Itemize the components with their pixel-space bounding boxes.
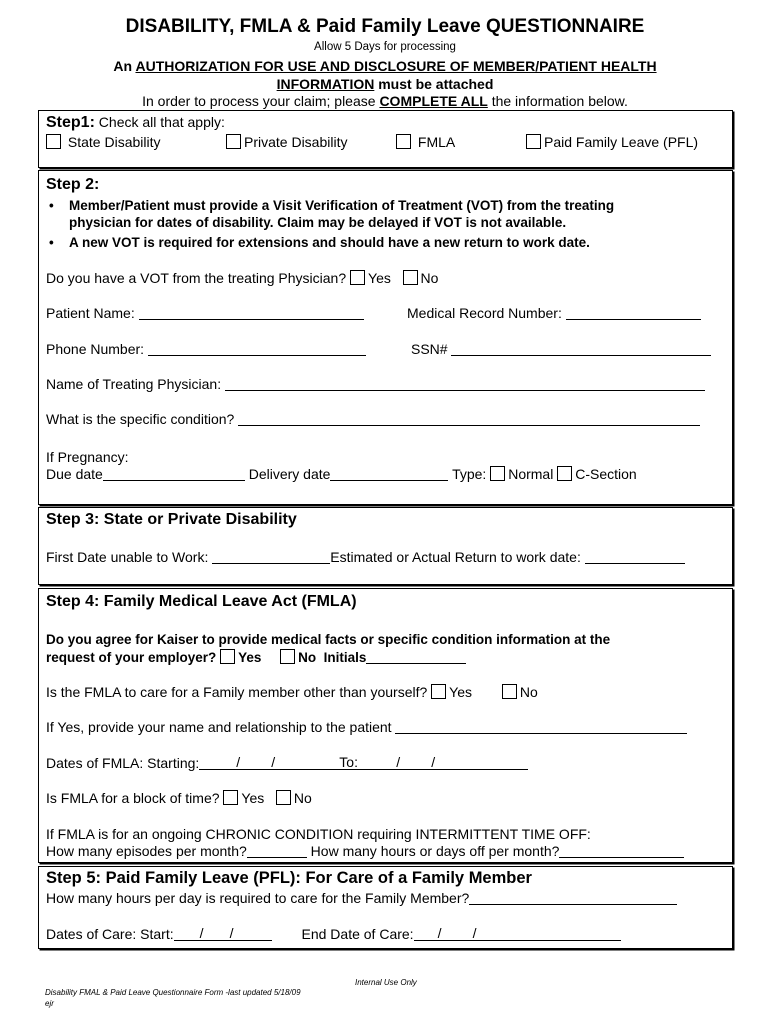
physician-input[interactable]: [225, 377, 705, 391]
chronic-condition-label: If FMLA is for an ongoing CHRONIC CONDITION requiring INTERMITTENT TIME OFF:: [46, 826, 591, 842]
kaiser-agree-question: Do you agree for Kaiser to provide medical facts or specific condition information at the request of your employer? Yes No Initials: [46, 632, 611, 665]
family-no-checkbox[interactable]: [502, 684, 517, 699]
step3-fields: First Date unable to Work: Estimated or Actual Return to work date:: [46, 549, 685, 565]
form-footer: Disability FMAL & Paid Leave Questionnaire Form -last updated 5/18/09 ejr: [45, 988, 301, 1008]
hours-per-day-field: How many hours per day is required to care for the Family Member?: [46, 890, 677, 906]
phone-input[interactable]: [148, 342, 366, 356]
mrn-input[interactable]: [566, 306, 701, 320]
fmla-end-date-input[interactable]: / /: [335, 756, 528, 770]
step3-heading: Step 3: State or Private Disability: [46, 511, 297, 528]
due-date-input[interactable]: [103, 467, 245, 481]
normal-checkbox[interactable]: [490, 466, 505, 481]
extension-bullet: • A new VOT is required for extensions and should have a new return to work date.: [69, 234, 590, 251]
step1-subtitle: Check all that apply:: [94, 114, 225, 130]
block-yes-checkbox[interactable]: [223, 790, 238, 805]
pregnancy-fields: Due date Delivery date Type: Normal C-Section: [46, 466, 637, 482]
checkbox-state-disability[interactable]: State Disability: [46, 134, 160, 150]
patient-name-input[interactable]: [139, 306, 364, 320]
hours-per-day-input[interactable]: [469, 891, 677, 905]
vot-yes-checkbox[interactable]: [350, 270, 365, 285]
checkbox-icon[interactable]: [46, 134, 61, 149]
checkbox-fmla[interactable]: FMLA: [396, 134, 455, 150]
step3-section: [38, 507, 733, 585]
checkbox-icon[interactable]: [396, 134, 411, 149]
care-end-input[interactable]: / /: [414, 927, 621, 941]
ssn-field: SSN#: [411, 341, 711, 357]
step4-section: [38, 588, 733, 863]
csection-checkbox[interactable]: [557, 466, 572, 481]
step1-heading: Step1:: [46, 114, 95, 131]
checkbox-pfl[interactable]: Paid Family Leave (PFL): [526, 134, 698, 150]
phone-field: Phone Number:: [46, 341, 366, 357]
first-date-input[interactable]: [212, 550, 330, 564]
care-start-input[interactable]: / /: [174, 927, 272, 941]
episodes-input[interactable]: [247, 844, 307, 858]
authorization-note: An AUTHORIZATION FOR USE AND DISCLOSURE OF MEMBER/PATIENT HEALTH INFORMATION must be attached: [113, 58, 657, 92]
step1-section: [38, 110, 733, 168]
block-no-checkbox[interactable]: [276, 790, 291, 805]
condition-field: What is the specific condition?: [46, 411, 700, 427]
care-dates-field: Dates of Care: Start: / / End Date of Care: / /: [46, 926, 621, 942]
fmla-start-date-input[interactable]: / / To:: [199, 756, 335, 770]
vot-bullet: • Member/Patient must provide a Visit Verification of Treatment (VOT) from the treating physician for dates of disability. Claim may be delayed if VOT is not available.: [69, 197, 614, 231]
internal-use-label: Internal Use Only: [355, 978, 417, 987]
step5-heading: Step 5: Paid Family Leave (PFL): For Care of a Family Member: [46, 869, 532, 887]
pregnancy-label: If Pregnancy:: [46, 449, 129, 465]
instructions: In order to process your claim; please COMPLETE ALL the information below.: [142, 93, 628, 109]
step2-section: [38, 170, 733, 505]
patient-name-field: Patient Name:: [46, 305, 364, 321]
form-title: DISABILITY, FMLA & Paid Family Leave QUESTIONNAIRE: [125, 16, 645, 37]
physician-field: Name of Treating Physician:: [46, 376, 705, 392]
chronic-fields: How many episodes per month? How many hours or days off per month?: [46, 843, 684, 859]
relationship-field: If Yes, provide your name and relationship to the patient: [46, 719, 687, 735]
checkbox-private-disability[interactable]: Private Disability: [226, 134, 347, 150]
step4-heading: Step 4: Family Medical Leave Act (FMLA): [46, 593, 357, 610]
mrn-field: Medical Record Number:: [407, 305, 701, 321]
delivery-date-input[interactable]: [330, 467, 448, 481]
checkbox-icon[interactable]: [526, 134, 541, 149]
fmla-dates-field: Dates of FMLA: Starting: / / To: / /: [46, 755, 528, 771]
processing-note: Allow 5 Days for processing: [314, 41, 456, 53]
hours-off-input[interactable]: [559, 844, 684, 858]
return-date-input[interactable]: [585, 550, 685, 564]
relationship-input[interactable]: [395, 720, 687, 734]
checkbox-icon[interactable]: [226, 134, 241, 149]
step2-heading: Step 2:: [46, 176, 100, 193]
block-time-question: Is FMLA for a block of time? Yes No: [46, 790, 312, 806]
family-member-question: Is the FMLA to care for a Family member other than yourself? Yes No: [46, 684, 538, 700]
ssn-input[interactable]: [451, 342, 711, 356]
vot-no-checkbox[interactable]: [403, 270, 418, 285]
family-yes-checkbox[interactable]: [431, 684, 446, 699]
condition-input[interactable]: [238, 412, 700, 426]
initials-input[interactable]: [366, 650, 466, 664]
step5-section: [38, 866, 733, 949]
agree-no-checkbox[interactable]: [280, 649, 295, 664]
vot-question: Do you have a VOT from the treating Physician? Yes No: [46, 270, 439, 286]
agree-yes-checkbox[interactable]: [220, 649, 235, 664]
